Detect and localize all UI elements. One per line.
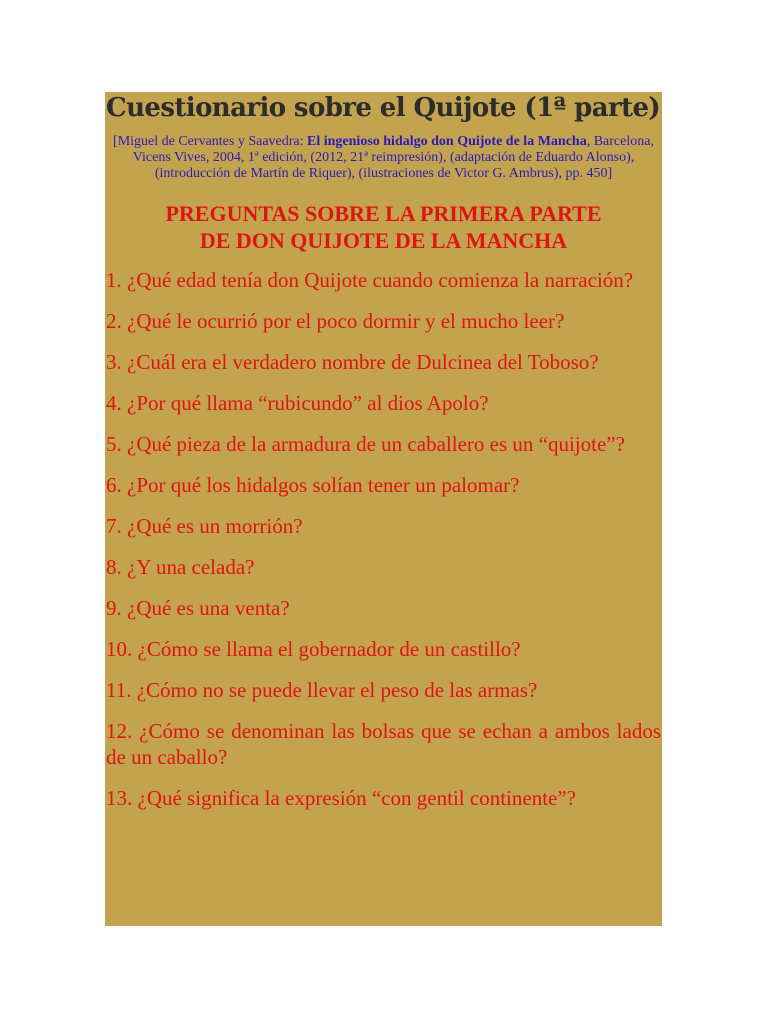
book-citation	[106, 134, 661, 182]
section-heading	[106, 200, 661, 254]
question-11: 11. ¿Cómo no se puede llevar el peso de las armas?	[106, 678, 538, 702]
question-10: 10. ¿Cómo se llama el gobernador de un castillo?	[106, 637, 521, 661]
citation-author: [Miguel de Cervantes y Saavedra:	[113, 134, 308, 149]
question-8: 8. ¿Y una celada?	[106, 555, 255, 579]
question-13: 13. ¿Qué significa la expresión “con gentil continente”?	[106, 786, 576, 810]
question-12: 12. ¿Cómo se denominan las bolsas que se echan a ambos lados de un caballo?	[106, 719, 661, 769]
question-3: 3. ¿Cuál era el verdadero nombre de Dulcinea del Toboso?	[106, 350, 599, 374]
question-5: 5. ¿Qué pieza de la armadura de un caballero es un “quijote”?	[106, 432, 625, 456]
section-heading-line-2: DE DON QUIJOTE DE LA MANCHA	[199, 228, 568, 253]
question-6: 6. ¿Por qué los hidalgos solían tener un palomar?	[106, 473, 520, 497]
page-title: Cuestionario sobre el Quijote (1ª parte)	[106, 93, 661, 123]
question-list	[106, 267, 661, 811]
document-page	[105, 92, 662, 926]
question-2: 2. ¿Qué le ocurrió por el poco dormir y el mucho leer?	[106, 309, 565, 333]
question-7: 7. ¿Qué es un morrión?	[106, 514, 303, 538]
question-9: 9. ¿Qué es una venta?	[106, 596, 290, 620]
question-1: 1. ¿Qué edad tenía don Quijote cuando comienza la narración?	[106, 268, 634, 292]
citation-details: , Barcelona, Vicens Vives, 2004, 1ª edición, (2012, 21ª reimpresión), (adaptación de Eduardo Alonso), (introducción de Martín de Riquer), (ilustraciones de Victor G. Ambrus), pp. 450]	[132, 134, 654, 181]
question-4: 4. ¿Por qué llama “rubicundo” al dios Apolo?	[106, 391, 489, 415]
section-heading-line-1: PREGUNTAS SOBRE LA PRIMERA PARTE	[165, 201, 602, 226]
citation-book-title: El ingenioso hidalgo don Quijote de la Mancha	[307, 134, 587, 149]
